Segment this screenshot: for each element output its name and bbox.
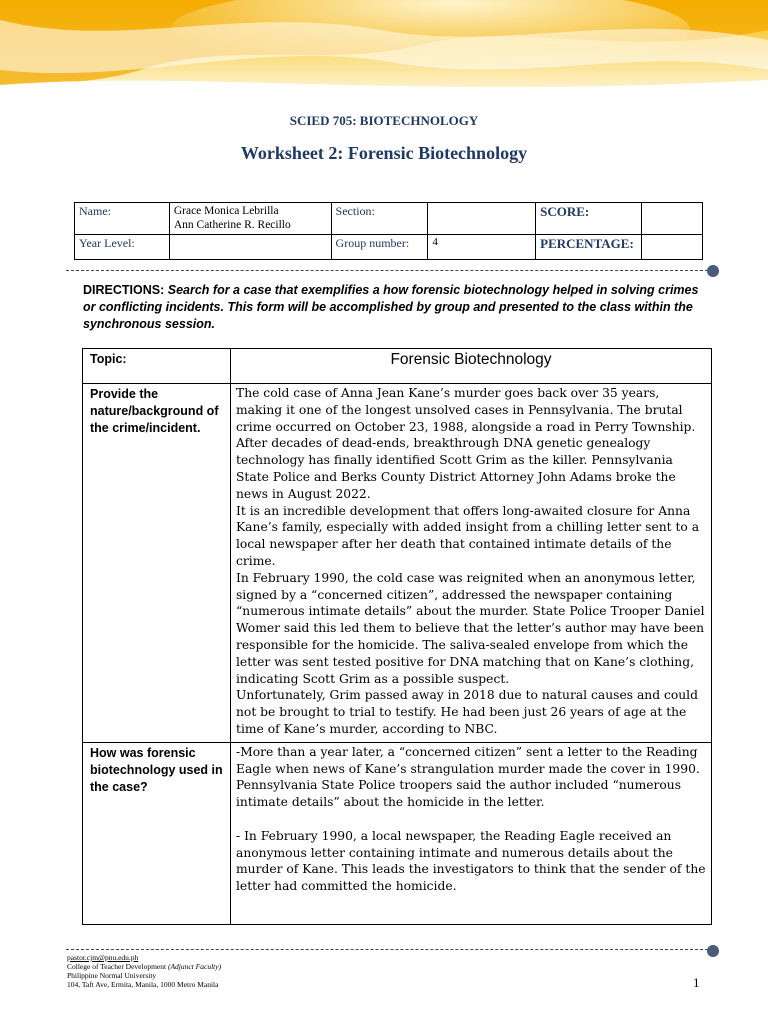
topic-label: Topic: — [83, 349, 231, 384]
info-row-1 — [75, 203, 703, 235]
footer-university: Philippine Normal University — [67, 971, 157, 980]
year-level-value — [169, 235, 331, 260]
section-label: Section: — [331, 203, 428, 235]
directions — [83, 282, 713, 333]
info-row-2 — [75, 235, 703, 260]
background-paragraph: Unfortunately, Grim passed away in 2018 due to natural causes and could not be brought to trial to testify. He had been just 26 years of age at the time of Kane’s murder, according to NBC. — [236, 688, 698, 736]
usage-label: How was forensic biotechnology used in the case? — [83, 742, 231, 924]
name-1: Grace Monica Lebrilla — [173, 205, 279, 217]
footer-address: 104, Taft Ave, Ermita, Manila, 1000 Metro Manila — [67, 980, 219, 989]
percentage-label: PERCENTAGE: — [536, 235, 642, 260]
background-label: Provide the nature/background of the crime/incident. — [83, 384, 231, 743]
name-label: Name: — [75, 203, 170, 235]
course-title: SCIED 705: BIOTECHNOLOGY — [289, 113, 479, 128]
footer-college-note: (Adjunct Faculty) — [167, 962, 222, 971]
footer-email[interactable]: pastor.cjm@pnu.edu.ph — [67, 953, 139, 962]
background-paragraph: The cold case of Anna Jean Kane’s murder goes back over 35 years, making it one of the longest unsolved cases in Pennsylvania. The brutal crime occurred on October 23, 1988, alongside a road in Perry Township. After decades of dead-ends, breakthrough DNA genetic genealogy technology has finally identified Scott Grim as the killer. Pennsylvania State Police and Berks County District Attorney John Adams broke the news in August 2022. — [236, 386, 696, 501]
worksheet-title: Worksheet 2: Forensic Biotechnology — [240, 143, 528, 163]
score-value — [642, 203, 703, 235]
divider-dot-bottom — [707, 945, 719, 957]
student-info-table — [74, 202, 703, 260]
name-2: Ann Catherine R. Recillo — [173, 219, 291, 231]
usage-paragraph: - In February 1990, a local newspaper, the Reading Eagle received an anonymous letter containing intimate and numerous details about the murder of Kane. This leads the investigators to think that the sender of the letter had committed the homicide. — [236, 828, 706, 894]
section-value — [428, 203, 536, 235]
group-number-value: 4 — [428, 235, 536, 260]
directions-label: DIRECTIONS: — [83, 283, 165, 297]
divider-bottom — [66, 949, 708, 950]
background-content — [231, 384, 712, 743]
page-number: 1 — [693, 975, 700, 990]
usage-content — [231, 742, 712, 924]
percentage-value — [642, 235, 703, 260]
usage-row — [83, 742, 712, 924]
divider-top — [66, 270, 708, 271]
directions-text: Search for a case that exemplifies a how forensic biotechnology helped in solving crimes or conflicting incidents. This form will be accomplished by group and presented to the class within the synchronous session. — [83, 283, 699, 331]
usage-paragraph: -More than a year later, a “concerned citizen” sent a letter to the Reading Eagle when news of Kane’s strangulation murder made the cover in 1990. Pennsylvania State Police troopers said the author included “numerous intimate details” about the homicide in the letter. — [236, 744, 700, 810]
group-number-label: Group number: — [331, 235, 428, 260]
footer-college-name: College of Teacher Development — [67, 962, 167, 971]
background-row — [83, 384, 712, 743]
background-paragraph: It is an incredible development that offers long-awaited closure for Anna Kane’s family, especially with added insight from a chilling letter sent to a local newspaper after her death that contained intimate details of the crime. — [236, 503, 700, 568]
score-label: SCORE: — [536, 203, 642, 235]
names-value — [169, 203, 331, 235]
footer-college — [67, 962, 221, 971]
background-paragraph: In February 1990, the cold case was reignited when an anonymous letter, signed by a “concerned citizen”, addressed the newspaper containing “numerous intimate details” about the murder. State Police Trooper Daniel Womer said this led them to believe that the letter’s author may have been responsible for the homicide. The saliva-sealed envelope from which the letter was sent tested positive for DNA matching that on Kane’s clothing, indicating Scott Grim as a possible suspect. — [236, 570, 705, 686]
topic-row — [83, 349, 712, 384]
header-banner — [0, 0, 768, 110]
divider-dot-top — [707, 265, 719, 277]
case-table — [82, 348, 712, 925]
year-level-label: Year Level: — [75, 235, 170, 260]
topic-value: Forensic Biotechnology — [231, 349, 712, 384]
footer — [67, 953, 221, 989]
